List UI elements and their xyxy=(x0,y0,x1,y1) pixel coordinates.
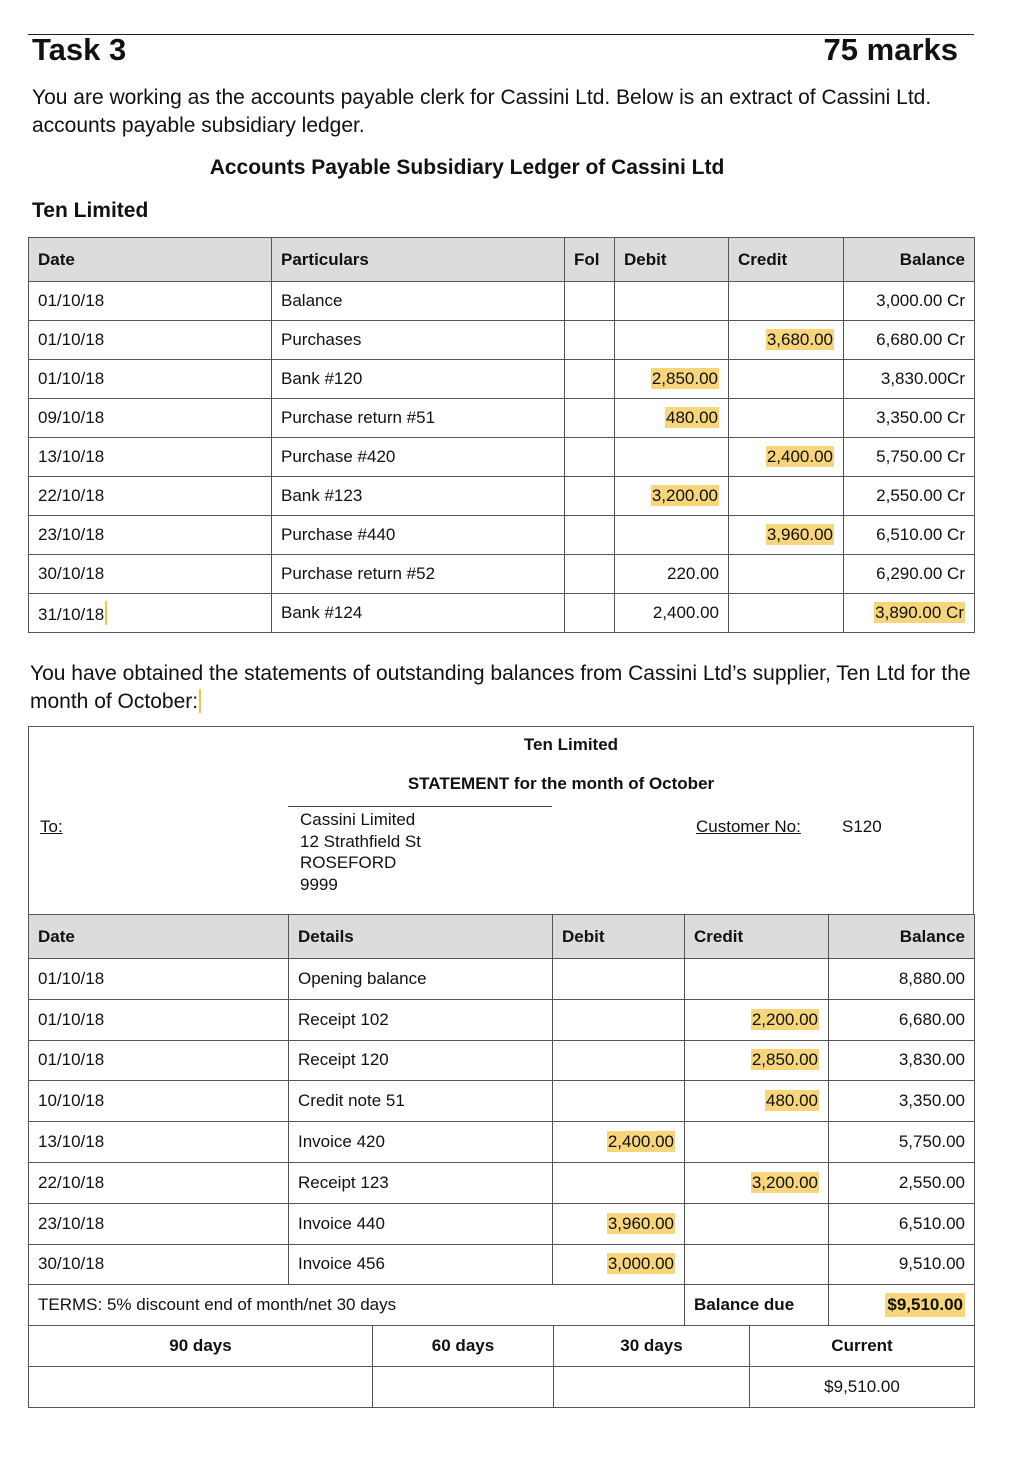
cell-credit xyxy=(729,594,844,633)
cell-date: 13/10/18 xyxy=(29,438,272,477)
aging-value xyxy=(29,1367,373,1408)
highlighted-value: 2,850.00 xyxy=(651,369,718,388)
col-particulars: Particulars xyxy=(272,238,565,282)
cell-fol xyxy=(565,477,615,516)
cell-date: 01/10/18 xyxy=(29,999,289,1040)
table-row xyxy=(29,959,975,1000)
cell-date: 01/10/18 xyxy=(29,959,289,1000)
cell-details: Opening balance xyxy=(289,959,553,1000)
cell-debit xyxy=(553,959,685,1000)
cell-balance xyxy=(844,594,975,633)
cell-particulars: Purchase return #52 xyxy=(272,555,565,594)
cell-date: 22/10/18 xyxy=(29,1162,289,1203)
cell-debit xyxy=(615,282,729,321)
col-balance: Balance xyxy=(829,915,975,959)
cell-balance: 2,550.00 Cr xyxy=(844,477,975,516)
highlighted-value: 2,850.00 xyxy=(751,1050,818,1070)
highlighted-value: 2,400.00 xyxy=(766,447,833,466)
cell-particulars: Purchase return #51 xyxy=(272,399,565,438)
highlighted-value: 3,680.00 xyxy=(766,330,833,349)
aging-label: 90 days xyxy=(29,1326,373,1367)
cell-balance: 2,550.00 xyxy=(829,1162,975,1203)
highlighted-value: 3,200.00 xyxy=(651,486,718,505)
cell-credit xyxy=(685,999,829,1040)
table-row xyxy=(29,1203,975,1244)
statement-table xyxy=(28,914,975,1326)
cell-date: 01/10/18 xyxy=(29,321,272,360)
aging-table xyxy=(28,1325,975,1408)
cell-date: 30/10/18 xyxy=(29,1244,289,1285)
cell-fol xyxy=(565,360,615,399)
cell-credit xyxy=(685,1244,829,1285)
aging-value-row xyxy=(29,1367,975,1408)
cell-date: 01/10/18 xyxy=(29,1040,289,1081)
address-line: 9999 xyxy=(300,874,338,894)
col-balance: Balance xyxy=(844,238,975,282)
cell-date: 01/10/18 xyxy=(29,360,272,399)
cell-debit xyxy=(615,477,729,516)
cell-balance: 6,680.00 xyxy=(829,999,975,1040)
aging-value xyxy=(554,1367,750,1408)
col-credit: Credit xyxy=(729,238,844,282)
cell-fol xyxy=(565,555,615,594)
cell-balance: 8,880.00 xyxy=(829,959,975,1000)
cell-date xyxy=(29,594,272,633)
table-row xyxy=(29,1162,975,1203)
address-line: ROSEFORD xyxy=(300,853,397,872)
cell-balance: 5,750.00 xyxy=(829,1122,975,1163)
highlighted-value: 2,200.00 xyxy=(751,1009,818,1029)
table-row xyxy=(29,282,975,321)
address-rule xyxy=(288,806,552,807)
cell-debit xyxy=(615,438,729,477)
address-line: 12 Strathfield St xyxy=(300,831,421,851)
cell-debit xyxy=(553,1162,685,1203)
cell-balance: 6,510.00 Cr xyxy=(844,516,975,555)
cell-debit xyxy=(615,360,729,399)
cell-balance: 6,290.00 Cr xyxy=(844,555,975,594)
cell-date: 30/10/18 xyxy=(29,555,272,594)
cell-details: Invoice 420 xyxy=(289,1122,553,1163)
cell-fol xyxy=(565,438,615,477)
cell-credit xyxy=(729,399,844,438)
cell-debit xyxy=(553,1081,685,1122)
cell-particulars: Purchase #420 xyxy=(272,438,565,477)
cell-balance: 3,350.00 xyxy=(829,1081,975,1122)
cell-balance: 6,680.00 Cr xyxy=(844,321,975,360)
statement-title: STATEMENT for the month of October xyxy=(407,774,715,793)
highlighted-value: 3,960.00 xyxy=(766,525,833,544)
cell-balance: 3,350.00 Cr xyxy=(844,399,975,438)
cell-details: Receipt 120 xyxy=(289,1040,553,1081)
balance-due-cell xyxy=(829,1285,975,1326)
cell-date: 01/10/18 xyxy=(29,282,272,321)
cell-date: 09/10/18 xyxy=(29,399,272,438)
aging-label: 60 days xyxy=(373,1326,554,1367)
col-date: Date xyxy=(29,915,289,959)
cell-debit xyxy=(553,1040,685,1081)
table-row xyxy=(29,477,975,516)
cell-credit xyxy=(685,1081,829,1122)
table-row xyxy=(29,1122,975,1163)
date-text: 31/10/18 xyxy=(38,605,105,624)
highlighted-value: 480.00 xyxy=(766,1091,818,1111)
balance-due-value: $9,510.00 xyxy=(885,1293,965,1317)
col-debit: Debit xyxy=(553,915,685,959)
highlighted-value: 3,200.00 xyxy=(751,1172,818,1192)
cell-balance: 3,830.00Cr xyxy=(844,360,975,399)
cell-debit xyxy=(553,1122,685,1163)
col-date: Date xyxy=(29,238,272,282)
col-debit: Debit xyxy=(615,238,729,282)
cell-debit: 220.00 xyxy=(615,555,729,594)
cell-fol xyxy=(565,321,615,360)
customer-no-label: Customer No: xyxy=(696,817,801,836)
cell-credit xyxy=(729,282,844,321)
table-row xyxy=(29,1040,975,1081)
cell-credit xyxy=(685,1040,829,1081)
cell-credit xyxy=(729,360,844,399)
cell-credit xyxy=(729,516,844,555)
aging-value xyxy=(373,1367,554,1408)
cell-details: Invoice 440 xyxy=(289,1203,553,1244)
ledger-header-row xyxy=(29,238,975,282)
highlighted-value: 480.00 xyxy=(666,408,718,427)
terms-row xyxy=(29,1285,975,1326)
text-cursor xyxy=(199,689,201,713)
cell-particulars: Purchases xyxy=(272,321,565,360)
table-row xyxy=(29,999,975,1040)
table-row xyxy=(29,1244,975,1285)
address-line: Cassini Limited xyxy=(300,810,416,829)
to-label: To: xyxy=(40,817,63,836)
statement-intro-text: You have obtained the statements of outstanding balances from Cassini Ltd’s supplier, Ten Ltd for the month of October: xyxy=(30,662,971,713)
table-row xyxy=(29,516,975,555)
cell-date: 10/10/18 xyxy=(29,1081,289,1122)
cell-credit xyxy=(729,477,844,516)
table-row xyxy=(29,399,975,438)
statement-header-row xyxy=(29,915,975,959)
statement-company: Ten Limited xyxy=(523,735,619,754)
cell-date: 13/10/18 xyxy=(29,1122,289,1163)
cell-credit xyxy=(729,555,844,594)
intro-paragraph: You are working as the accounts payable clerk for Cassini Ltd. Below is an extract of Cassini Ltd. accounts payable subsidiary ledger. xyxy=(32,86,932,137)
cell-credit xyxy=(685,1162,829,1203)
cell-credit xyxy=(685,959,829,1000)
statement-intro xyxy=(30,660,980,716)
col-credit: Credit xyxy=(685,915,829,959)
task-title: Task 3 xyxy=(32,32,127,67)
ledger-table xyxy=(28,237,975,633)
cell-balance: 3,000.00 Cr xyxy=(844,282,975,321)
aging-label: Current xyxy=(750,1326,975,1367)
col-details: Details xyxy=(289,915,553,959)
cell-particulars: Bank #120 xyxy=(272,360,565,399)
col-fol: Fol xyxy=(565,238,615,282)
cell-credit xyxy=(729,438,844,477)
cell-details: Receipt 123 xyxy=(289,1162,553,1203)
account-name: Ten Limited xyxy=(32,199,149,222)
cell-debit xyxy=(553,1244,685,1285)
cell-balance: 3,830.00 xyxy=(829,1040,975,1081)
text-cursor xyxy=(105,601,107,625)
table-row xyxy=(29,438,975,477)
cell-balance: 9,510.00 xyxy=(829,1244,975,1285)
cell-debit xyxy=(615,321,729,360)
cell-debit xyxy=(553,1203,685,1244)
table-row xyxy=(29,1081,975,1122)
cell-credit xyxy=(685,1203,829,1244)
cell-particulars: Balance xyxy=(272,282,565,321)
cell-details: Invoice 456 xyxy=(289,1244,553,1285)
cell-details: Credit note 51 xyxy=(289,1081,553,1122)
cell-fol xyxy=(565,282,615,321)
cell-balance: 5,750.00 Cr xyxy=(844,438,975,477)
cell-date: 23/10/18 xyxy=(29,516,272,555)
cell-fol xyxy=(565,594,615,633)
cell-debit xyxy=(553,999,685,1040)
cell-particulars: Bank #124 xyxy=(272,594,565,633)
table-row xyxy=(29,594,975,633)
balance-due-label: Balance due xyxy=(685,1285,829,1326)
cell-debit xyxy=(615,516,729,555)
cell-details: Receipt 102 xyxy=(289,999,553,1040)
cell-particulars: Purchase #440 xyxy=(272,516,565,555)
customer-no-value: S120 xyxy=(842,817,882,836)
aging-value: $9,510.00 xyxy=(750,1367,975,1408)
address-block xyxy=(300,809,421,895)
terms-text: TERMS: 5% discount end of month/net 30 days xyxy=(29,1285,685,1326)
highlighted-value: 3,890.00 Cr xyxy=(875,603,964,622)
aging-label: 30 days xyxy=(554,1326,750,1367)
cell-balance: 6,510.00 xyxy=(829,1203,975,1244)
aging-header-row xyxy=(29,1326,975,1367)
cell-date: 23/10/18 xyxy=(29,1203,289,1244)
ledger-title: Accounts Payable Subsidiary Ledger of Cassini Ltd xyxy=(209,156,725,179)
cell-date: 22/10/18 xyxy=(29,477,272,516)
cell-fol xyxy=(565,516,615,555)
cell-fol xyxy=(565,399,615,438)
table-row xyxy=(29,360,975,399)
table-row xyxy=(29,321,975,360)
cell-credit xyxy=(729,321,844,360)
cell-credit xyxy=(685,1122,829,1163)
marks-label: 75 marks xyxy=(823,32,958,67)
cell-debit: 2,400.00 xyxy=(615,594,729,633)
table-row xyxy=(29,555,975,594)
cell-debit xyxy=(615,399,729,438)
highlighted-value: 2,400.00 xyxy=(607,1132,674,1152)
cell-particulars: Bank #123 xyxy=(272,477,565,516)
highlighted-value: 3,960.00 xyxy=(607,1213,674,1233)
highlighted-value: 3,000.00 xyxy=(607,1254,674,1274)
